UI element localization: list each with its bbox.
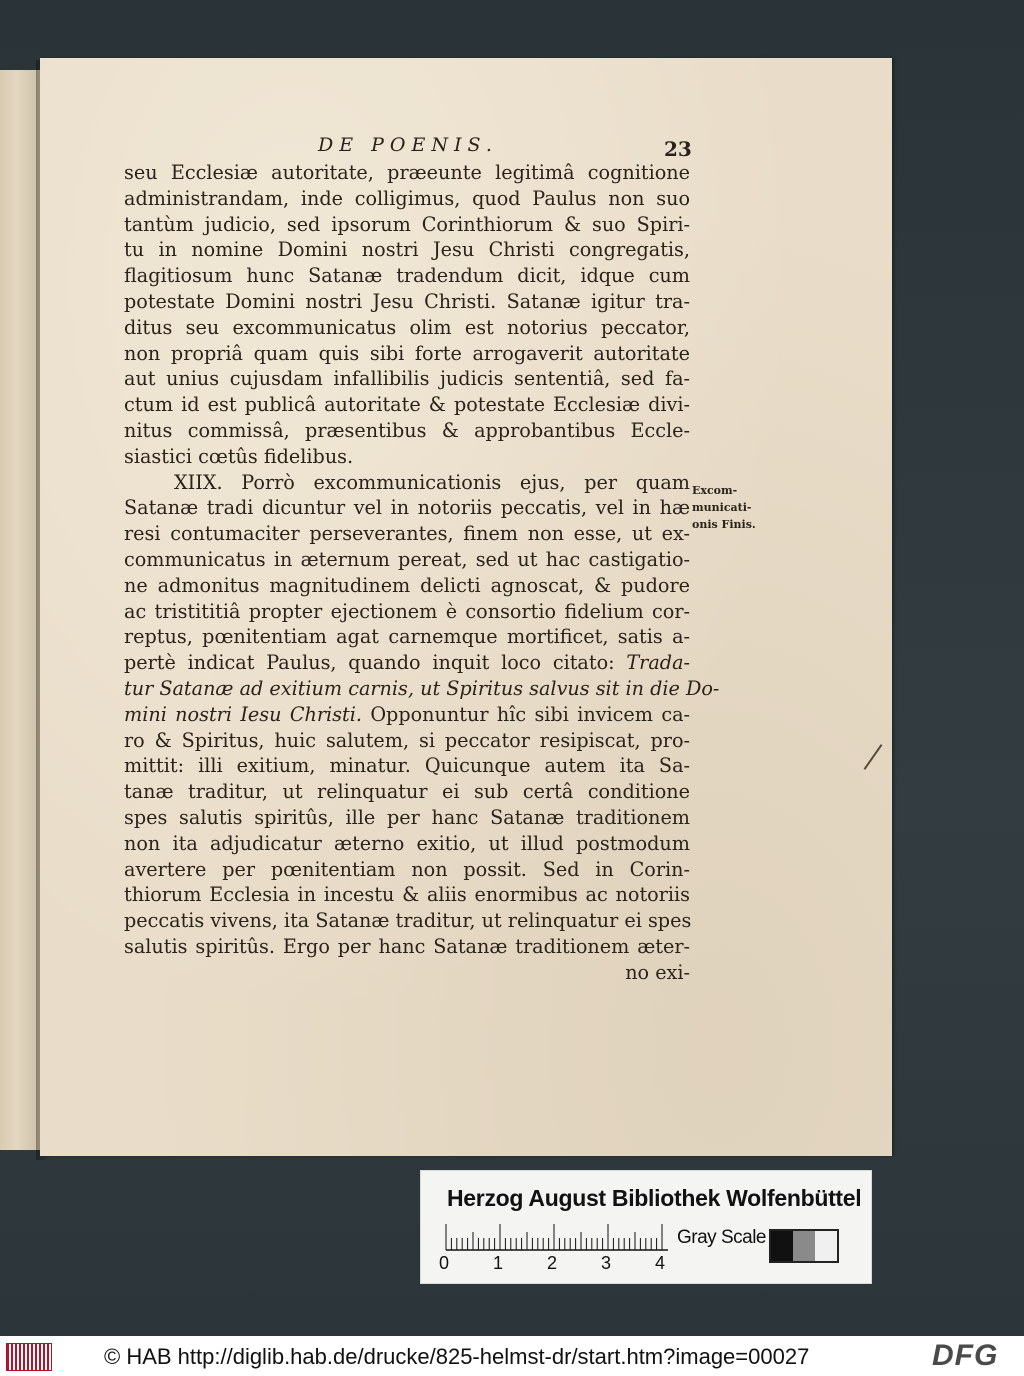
page-number: 23 [664,137,692,161]
text-line: flagitiosum hunc Satanæ tradendum dicit, idque cum [124,264,690,288]
ruler-numbers [439,1253,679,1275]
text-line: no exi- [625,960,690,984]
text-line: mittit: illi exitium, minatur. Quicunque autem ita Sa- [124,754,690,778]
ruler-number: 0 [439,1253,450,1273]
text-line: spes salutis spiritûs, ille per hanc Satanæ traditionem [124,805,690,829]
body-text [124,160,720,986]
text-line: Satanæ tradi dicuntur vel in notoriis peccatis, vel in hæ [124,496,690,520]
ruler-number: 3 [601,1253,612,1273]
footer-bar [0,1336,1024,1376]
text-line: siastici cœtûs fidelibus. [124,444,354,468]
text-line: resi contumaciter perseverantes, finem non esse, ut ex- [124,522,690,546]
footer-url[interactable]: © HAB http://diglib.hab.de/drucke/825-helmst-dr/start.htm?image=00027 [104,1344,810,1369]
text-line: tantùm judicio, sed ipsorum Corinthiorum & suo Spiri- [124,212,690,236]
text-line: tanæ traditur, ut relinquatur ei sub certâ conditione [124,780,690,804]
grayscale-swatch [769,1229,839,1263]
text-line: reptus, pœnitentiam agat carnemque mortificet, satis a- [124,625,690,649]
text-line: tur Satanæ ad exitium carnis, ut Spiritus salvus sit in die Do- [124,676,720,700]
text-line: avertere per pœnitentiam non possit. Sed in Corin- [124,857,690,881]
text-line: thiorum Ecclesia in incestu & aliis enormibus ac notoriis [124,883,690,907]
text-line: ctum id est publicâ autoritate & potestate Ecclesiæ divi- [124,393,690,417]
dfg-logo: DFG [932,1339,999,1372]
text-line: ac tristititiâ propter ejectionem è consortio fidelium cor- [124,599,690,623]
library-name: Herzog August Bibliothek Wolfenbüttel [447,1185,862,1211]
text-line: salutis spiritûs. Ergo per hanc Satanæ traditionem æter- [124,934,690,958]
text-line: ne admonitus magnitudinem delicti agnoscat, & pudore [124,573,690,597]
text-line: aut unius cujusdam infallibilis judicis sententiâ, sed fa- [124,367,690,391]
text-line: ro & Spiritus, huic salutem, si peccator resipiscat, pro- [124,728,690,752]
grayscale-label: Gray Scale [677,1227,766,1248]
hab-barcode-logo-icon [6,1343,52,1371]
text-line: non propriâ quam quis sibi forte arrogaverit autoritate [124,341,690,365]
ruler-number: 2 [547,1253,558,1273]
ruler-number: 1 [493,1253,504,1273]
text-line: pertè indicat Paulus, quando inquit loco citato: Trada- [124,651,690,675]
library-label-card [420,1170,872,1284]
text-line: potestate Domini nostri Jesu Christi. Satanæ igitur tra- [124,289,690,313]
text-line: nitus commissâ, præsentibus & approbantibus Eccle- [124,418,690,442]
text-line: tu in nomine Domini nostri Jesu Christi congregatis, [124,238,690,262]
running-head: DE POENIS. [318,134,498,156]
swatch-white [815,1231,837,1261]
marginal-note-line: onis Finis. [692,518,756,531]
text-line: communicatus in æternum pereat, sed ut hac castigatio- [124,547,690,571]
marginal-note [692,482,772,533]
marginal-note-line: Excom- [692,484,738,497]
swatch-gray [793,1231,815,1261]
centimeter-ruler [445,1223,669,1251]
text-line: ditus seu excommunicatus olim est notorius peccator, [124,315,690,339]
swatch-black [771,1231,793,1261]
text-line: mini nostri Iesu Christi. Opponuntur hîc sibi invicem ca- [124,702,691,726]
text-line: seu Ecclesiæ autoritate, præeunte legitimâ cognitione [124,161,690,184]
ruler-number: 4 [655,1253,666,1273]
text-line: non ita adjudicatur æterno exitio, ut illud postmodum [124,831,690,855]
text-line: XIIX. Porrò excommunicationis ejus, per quam [174,470,690,494]
text-line: administrandam, inde colligimus, quod Paulus non suo [124,186,690,210]
text-line: peccatis vivens, ita Satanæ traditur, ut relinquatur ei spes [124,909,692,933]
marginal-note-line: municati- [692,501,752,514]
